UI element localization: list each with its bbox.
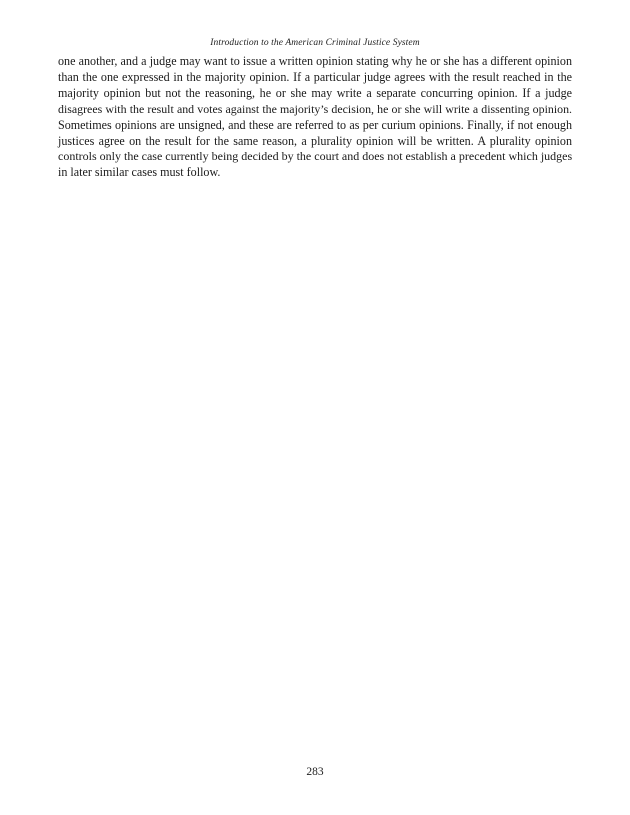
paragraph-line: justices agree on the result for the same reason, a plurality opinion will be written. A plurality opinion <box>58 133 572 148</box>
paragraph-line: one another, and a judge may want to issue a written opinion stating why he or she has a different opinion <box>58 54 572 68</box>
paragraph-line: majority opinion but not the reasoning, he or she may write a separate concurring opinion. If a judge <box>58 85 572 100</box>
paragraph-line: in later similar cases must follow. <box>58 165 221 180</box>
paragraph-line: Sometimes opinions are unsigned, and these are referred to as per curium opinions. Finally, if not enough <box>58 117 572 132</box>
paragraph-line: controls only the case currently being decided by the court and does not establish a precedent which judges <box>58 149 573 164</box>
paragraph-line: disagrees with the result and votes against the majority’s decision, he or she will write a dissenting opinion. <box>58 101 572 116</box>
body-paragraph <box>58 54 572 181</box>
page-number: 283 <box>306 766 324 778</box>
running-header: Introduction to the American Criminal Justice System <box>210 38 420 48</box>
paragraph-line: than the one expressed in the majority opinion. If a particular judge agrees with the result reached in the <box>58 69 572 84</box>
